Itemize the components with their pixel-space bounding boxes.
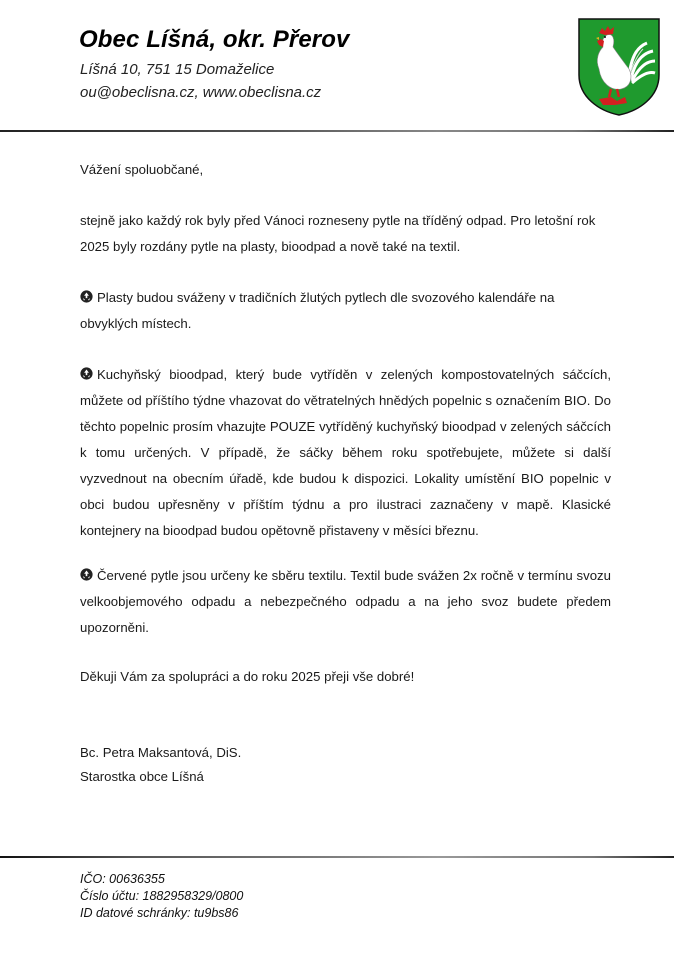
rooster-coat-of-arms-icon — [577, 17, 661, 117]
closing-line: Děkuji Vám za spolupráci a do roku 2025 přeji vše dobré! — [80, 669, 415, 684]
organization-contact: ou@obeclisna.cz, www.obeclisna.cz — [80, 84, 322, 101]
organization-address: Líšná 10, 751 15 Domaželice — [80, 61, 275, 78]
organization-name: Obec Líšná, okr. Přerov — [79, 26, 350, 53]
footer-info — [80, 871, 243, 922]
list-item — [80, 362, 611, 544]
list-item-text: Červené pytle jsou určeny ke sběru textilu. Textil bude svážen 2x ročně v termínu svozu velkoobjemového odpadu a nebezpečného odpadu a na jeho svoz budete předem upozorněni. — [80, 568, 611, 635]
salutation: Vážení spoluobčané, — [80, 162, 204, 177]
letterhead — [0, 0, 674, 132]
company-id: IČO: 00636355 — [80, 872, 165, 886]
list-item-text: Plasty budou sváženy v tradičních žlutých pytlech dle svozového kalendáře na obvyklých místech. — [80, 290, 555, 331]
recycle-icon — [80, 568, 93, 581]
bank-account: Číslo účtu: 1882958329/0800 — [80, 889, 244, 903]
signature-title: Starostka obce Líšná — [80, 769, 204, 784]
list-item — [80, 563, 611, 641]
header-divider — [0, 130, 674, 132]
footer-divider — [0, 856, 674, 858]
list-item-text: Kuchyňský bioodpad, který bude vytříděn v zelených kompostovatelných sáčcích, můžete od příštího týdne vhazovat do větratelných hnědých popelnic s označením BIO. Do těchto popelnic prosím vhazujte POUZE vytříděný kuchyňský bioodpad v zelených sáčcích k tomu určených. V případě, že sáčky během roku spotřebujete, můžete si další vyzvednout na obecním úřadě, kde budou k dispozici. Lokality umístění BIO popelnic v obci budou upřesněny v příštím týdnu a pro ilustraci zaznačeny v mapě. Klasické kontejnery na bioodpad budou opětovně přistaveny v měsíci březnu. — [80, 367, 611, 538]
intro-paragraph: stejně jako každý rok byly před Vánoci rozneseny pytle na tříděný odpad. Pro letošní rok 2025 byly rozdány pytle na plasty, bioodpad a nově také na textil. — [80, 213, 596, 254]
recycle-icon — [80, 290, 93, 303]
signature-name: Bc. Petra Maksantová, DiS. — [80, 745, 242, 760]
recycle-icon — [80, 367, 93, 380]
list-item — [80, 285, 611, 337]
data-box-id: ID datové schránky: tu9bs86 — [80, 906, 239, 920]
